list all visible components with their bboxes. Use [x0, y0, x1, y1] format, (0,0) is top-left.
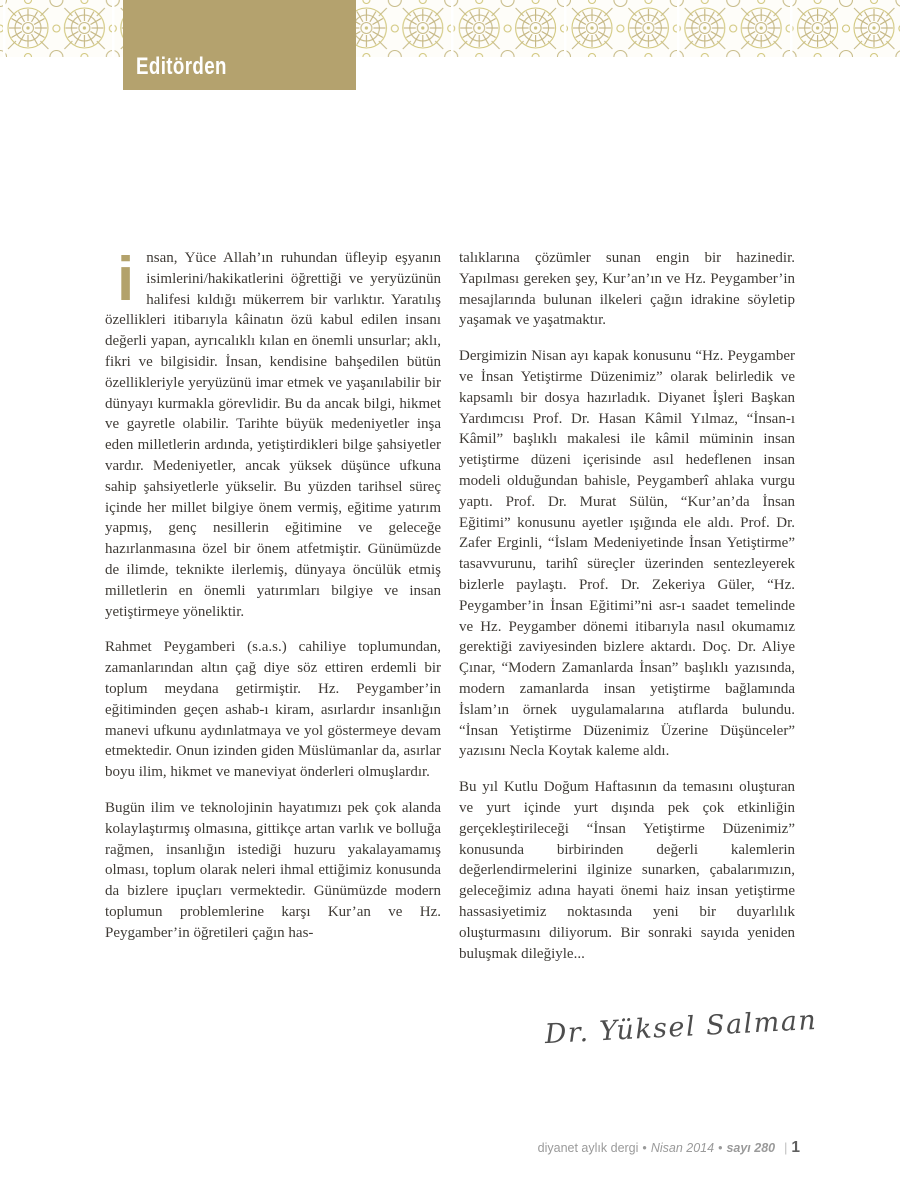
dropcap-letter: i [117, 245, 135, 314]
paragraph-text: nsan, Yüce Allah’ın ruhundan üfleyip eşyanın isimlerini/hakikatlerini öğrettiği ve yeryüzünün halifesi kıldığı mükerrem bir varlıktır. Yaratılış özellikleri itibarıyla kâinatın özü kabul edilen insanı değerli yapan, ayrıcalıklı kılan en önemli unsurlar; aklı, fikri ve bilgisidir. İnsan, kendisine bahşedilen bütün özellikleriyle yeryüzünü imar etmek ve yaşanılabilir bir dünyayı kurmakla görevlidir. Bu da ancak bilgi, hikmet ve gayretle olabilir. Tarihte büyük medeniyetler inşa eden milletlerin ardında, yetiştirdikleri bilge şahsiyetler vardır. Medeniyetler, ancak yüksek düşünce ufkuna sahip şahsiyetlerle yükselir. Bu yüzden tarihsel süreç içinde her millet bilgiye önem vermiş, eğitime yatırım yapmış, genç nesillerin eğitimine ve geleceğe hazırlanmasına özel bir önem atfetmiştir. Günümüzde de ilimde, teknikte ilerlemiş, dünyaya öncülük etmiş milletlerin en önemli yatırımları bilgiye ve insan yetiştirmeye yöneliktir. [105, 250, 441, 620]
magazine-name: diyanet aylık dergi [537, 1141, 639, 1155]
page-number: 1 [791, 1139, 800, 1156]
section-header-box [123, 0, 356, 90]
editor-signature: Dr. Yüksel Salman [543, 1004, 819, 1051]
page-footer [538, 1139, 800, 1157]
section-title: Editörden [136, 53, 227, 80]
paragraph: talıklarına çözümler sunan engin bir hazinedir. Yapılması gereken şey, Kur’an’ın ve Hz. Peygamber’in mesajlarında bulunan ilkeleri çağın idrakine söyletip yaşamak ve yaşatmaktır. [459, 250, 795, 329]
paragraph: Bu yıl Kutlu Doğum Haftasının da temasını oluşturan ve yurt içinde yurt dışında pek çok etkinliğin gerçekleştirileceği “İnsan Yetiştirme Düzenimiz” konusunda birbirinden değerli kalemlerin değerlendirmelerini ilginize sunarken, çabalarımızın, geleceğimiz adına hayati önemi haiz insan yetiştirme hassasiyetimiz noktasında yeni bir duyarlılık oluşturmasını diliyorum. Bir sonraki sayıda yeniden buluşmak dileğiyle... [459, 779, 795, 962]
left-column [105, 245, 441, 964]
paragraph [105, 245, 441, 622]
right-column [459, 248, 795, 964]
paragraph: Bugün ilim ve teknolojinin hayatımızı pek çok alanda kolaylaştırmış olmasına, gittikçe artan varlık ve bolluğa rağmen, insanlığın istediği huzuru yakalayamamış olması, toplum olarak neleri ihmal ettiğimiz konusunda da bizlere ipuçları vermektedir. Günümüzde modern toplumun problemlerine karşı Kur’an ve Hz. Peygamber’in öğretileri çağın has- [105, 799, 441, 941]
footer-divider: | [784, 1141, 788, 1155]
footer-separator: • [718, 1141, 723, 1155]
editorial-body [105, 245, 796, 964]
paragraph: Rahmet Peygamberi (s.a.s.) cahiliye toplumundan, zamanlarından altın çağ diye söz ettiren erdemli bir toplum meydana getirmiştir. Hz. Peygamber’in eğitiminden geçen ashab-ı kiram, asırlardır insanlığın manevi ufkunu aydınlatmaya ve yol göstermeye devam etmektedir. Onun izinden giden Müslümanlar da, asırlar boyu ilim, hikmet ve maneviyat önderleri olmuşlardır. [105, 639, 441, 781]
issue-number: sayı 280 [726, 1141, 776, 1155]
paragraph: Dergimizin Nisan ayı kapak konusunu “Hz. Peygamber ve İnsan Yetiştirme Düzenimiz” olarak belirledik ve kapsamlı bir dosya hazırladık. Diyanet İşleri Başkan Yardımcısı Prof. Dr. Hasan Kâmil Yılmaz, “İnsan-ı Kâmil” başlıklı makalesi ile kâmil müminin insan yetiştirme düzeni içerisinde asıl hedeflenen insan modeli olduğundan bahisle, Peygamberî ahlaka vurgu yaptı. Prof. Dr. Murat Sülün, “Kur’an’da İnsan Eğitimi” konusunu ayetler ışığında ele aldı. Prof. Dr. Zafer Erginli, “İslam Medeniyetinde İnsan Yetiştirme” tasavvurunu, tarihî süreçler üzerinden sentezleyerek bizlerle paylaştı. Prof. Dr. Zekeriya Güler, “Hz. Peygamber’in İnsan Eğitimi”ni asr-ı saadet temelinde ve Hz. Peygamber dönemi itibarıyla nasıl okumamız gerektiği zaviyesinden bizlere aktardı. Doç. Dr. Aliye Çınar, “Modern Zamanlarda İnsan” başlıklı yazısında, modern zamanlarda insan yetiştirme bağlamında İslam’ın örnek uygulamalarına atıflarda bulundu. “İnsan Yetiştirme Düzenimiz Üzerine Düşünceler” yazısını Necla Koytak kaleme aldı. [459, 348, 795, 760]
issue-date: Nisan 2014 [650, 1141, 715, 1155]
footer-separator: • [642, 1141, 647, 1155]
